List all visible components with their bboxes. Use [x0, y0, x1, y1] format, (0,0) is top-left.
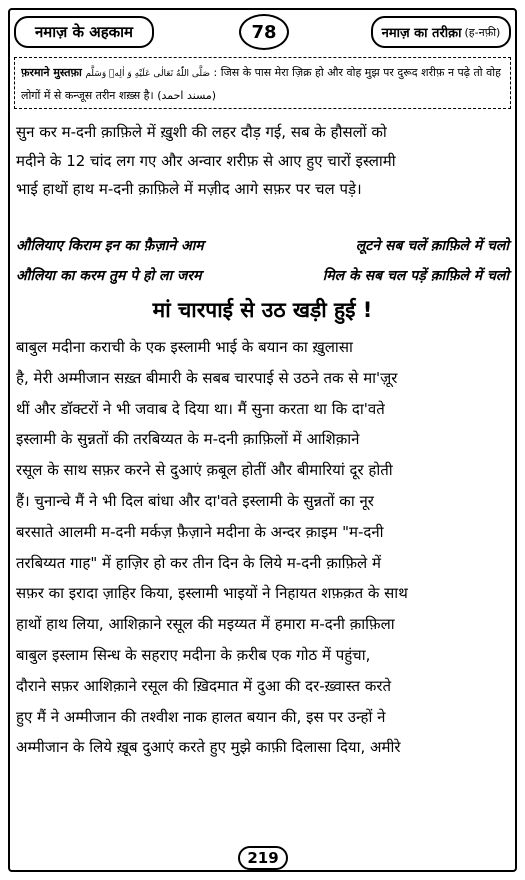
para2-line: हाथों हाथ लिया, आशिक़ाने रसूल की मइय्यत में हमारा म-दनी क़ाफ़िला [16, 615, 395, 634]
hadith-box [14, 57, 511, 109]
para1-line: सुन कर म-दनी क़ाफ़िले में ख़ुशी की लहर दौड़ गई, सब के हौसलों को [16, 123, 387, 141]
para2-line: बाबुल इस्लाम सिन्ध के सहराए मदीना के क़रीब एक गोठ में पहुंचा, [16, 645, 371, 664]
poem-line-1-a: औलियाए किराम इन का फ़ैज़ाने आम [16, 238, 204, 254]
hadith-text-1: : जिस के पास मेरा ज़िक्र हो और वोह मुझ पर दुरूद शरीफ़ न पढ़े तो वोह [213, 66, 501, 79]
para2-line: रसूल के साथ सफ़र करने से दुआएं क़बूल होतीं और बीमारियां दूर होती [16, 461, 393, 480]
poem-line-2 [16, 266, 509, 285]
poem-line-1 [16, 236, 509, 255]
para2-line: बरसाते आलमी म-दनी मर्कज़ फ़ैज़ाने मदीना के अन्दर क़ाइम "म-दनी [16, 522, 384, 541]
right-title-text: नमाज़ का तरीक़ा [381, 26, 462, 41]
hadith-line-2: लोगों में से कन्जूस तरीन शख़्स है। (مسند احمد) [21, 89, 217, 102]
para2-line: थीं और डॉक्टरों ने भी जवाब दे दिया था। मैं सुना करता था कि दा'वते [16, 399, 385, 418]
para2-line: दौराने सफ़र आशिक़ाने रसूल की ख़िदमात में दुआ की दर-ख़्वास्त करते [16, 676, 392, 695]
section-heading: मां चारपाई से उठ खड़ी हुई ! [152, 298, 373, 322]
hadith-salutation: صَلَّى اللّٰهُ تَعَالٰى عَلَيْهِ وَ اٰلِهٖ وَسَلَّم [85, 69, 211, 79]
para1-line: भाई हाथों हाथ म-दनी क़ाफ़िले में मज़ीद आगे सफ़र पर चल पड़े। [16, 180, 362, 198]
book-title-right [371, 16, 511, 48]
paragraph-2 [16, 332, 509, 763]
hadith-label: फ़रमाने मुस्तफ़ा [21, 66, 82, 79]
page-number: 78 [239, 14, 289, 50]
para2-line: हुए मैं ने अम्मीजान की तश्वीश नाक हालत बयान की, इस पर उन्हों ने [16, 707, 386, 726]
poem-line-2-b: मिल के सब चल पड़ें क़ाफ़िले में चलो [322, 268, 509, 284]
poem-line-2-a: औलिया का करम तुम पे हो ला जरम [16, 268, 202, 284]
poem-line-1-b: लूटने सब चलें क़ाफ़िले में चलो [355, 238, 509, 254]
footer-page-number: 219 [238, 846, 288, 870]
right-title-sub: (ह-नफ़ी) [464, 25, 501, 39]
para2-line: बाबुल मदीना कराची के एक इस्लामी भाई के बयान का ख़ुलासा [16, 338, 353, 356]
para2-line: इस्लामी के सुन्नतों की तरबिय्यत के म-दनी क़ाफ़िलों में आशिक़ाने [16, 430, 360, 449]
book-title-left: नमाज़ के अहकाम [14, 16, 154, 48]
para2-line: सफ़र का इरादा ज़ाहिर किया, इस्लामी भाइयों ने निहायत शफ़क़त के साथ [16, 584, 408, 603]
page-header [12, 12, 513, 54]
para2-line: है, मेरी अम्मीजान सख़्त बीमारी के सबब चारपाई से उठने तक से मा'ज़ूर [16, 368, 398, 387]
paragraph-1 [16, 118, 509, 204]
para2-line: हैं। चुनान्चे मैं ने भी दिल बांधा और दा'वते इस्लामी के सुन्नतों का नूर [16, 491, 374, 510]
para1-line: मदीने के 12 चांद लग गए और अन्वार शरीफ़ से आए हुए चारों इस्लामी [16, 151, 396, 170]
para2-line: अम्मीजान के लिये ख़ूब दुआएं करते हुए मुझे काफ़ी दिलासा दिया, अमीरे [16, 738, 401, 757]
hadith-line-1 [21, 62, 504, 85]
para2-line: तरबिय्यत गाह" में हाज़िर हो कर तीन दिन के लिये म-दनी क़ाफ़िले में [16, 553, 381, 572]
